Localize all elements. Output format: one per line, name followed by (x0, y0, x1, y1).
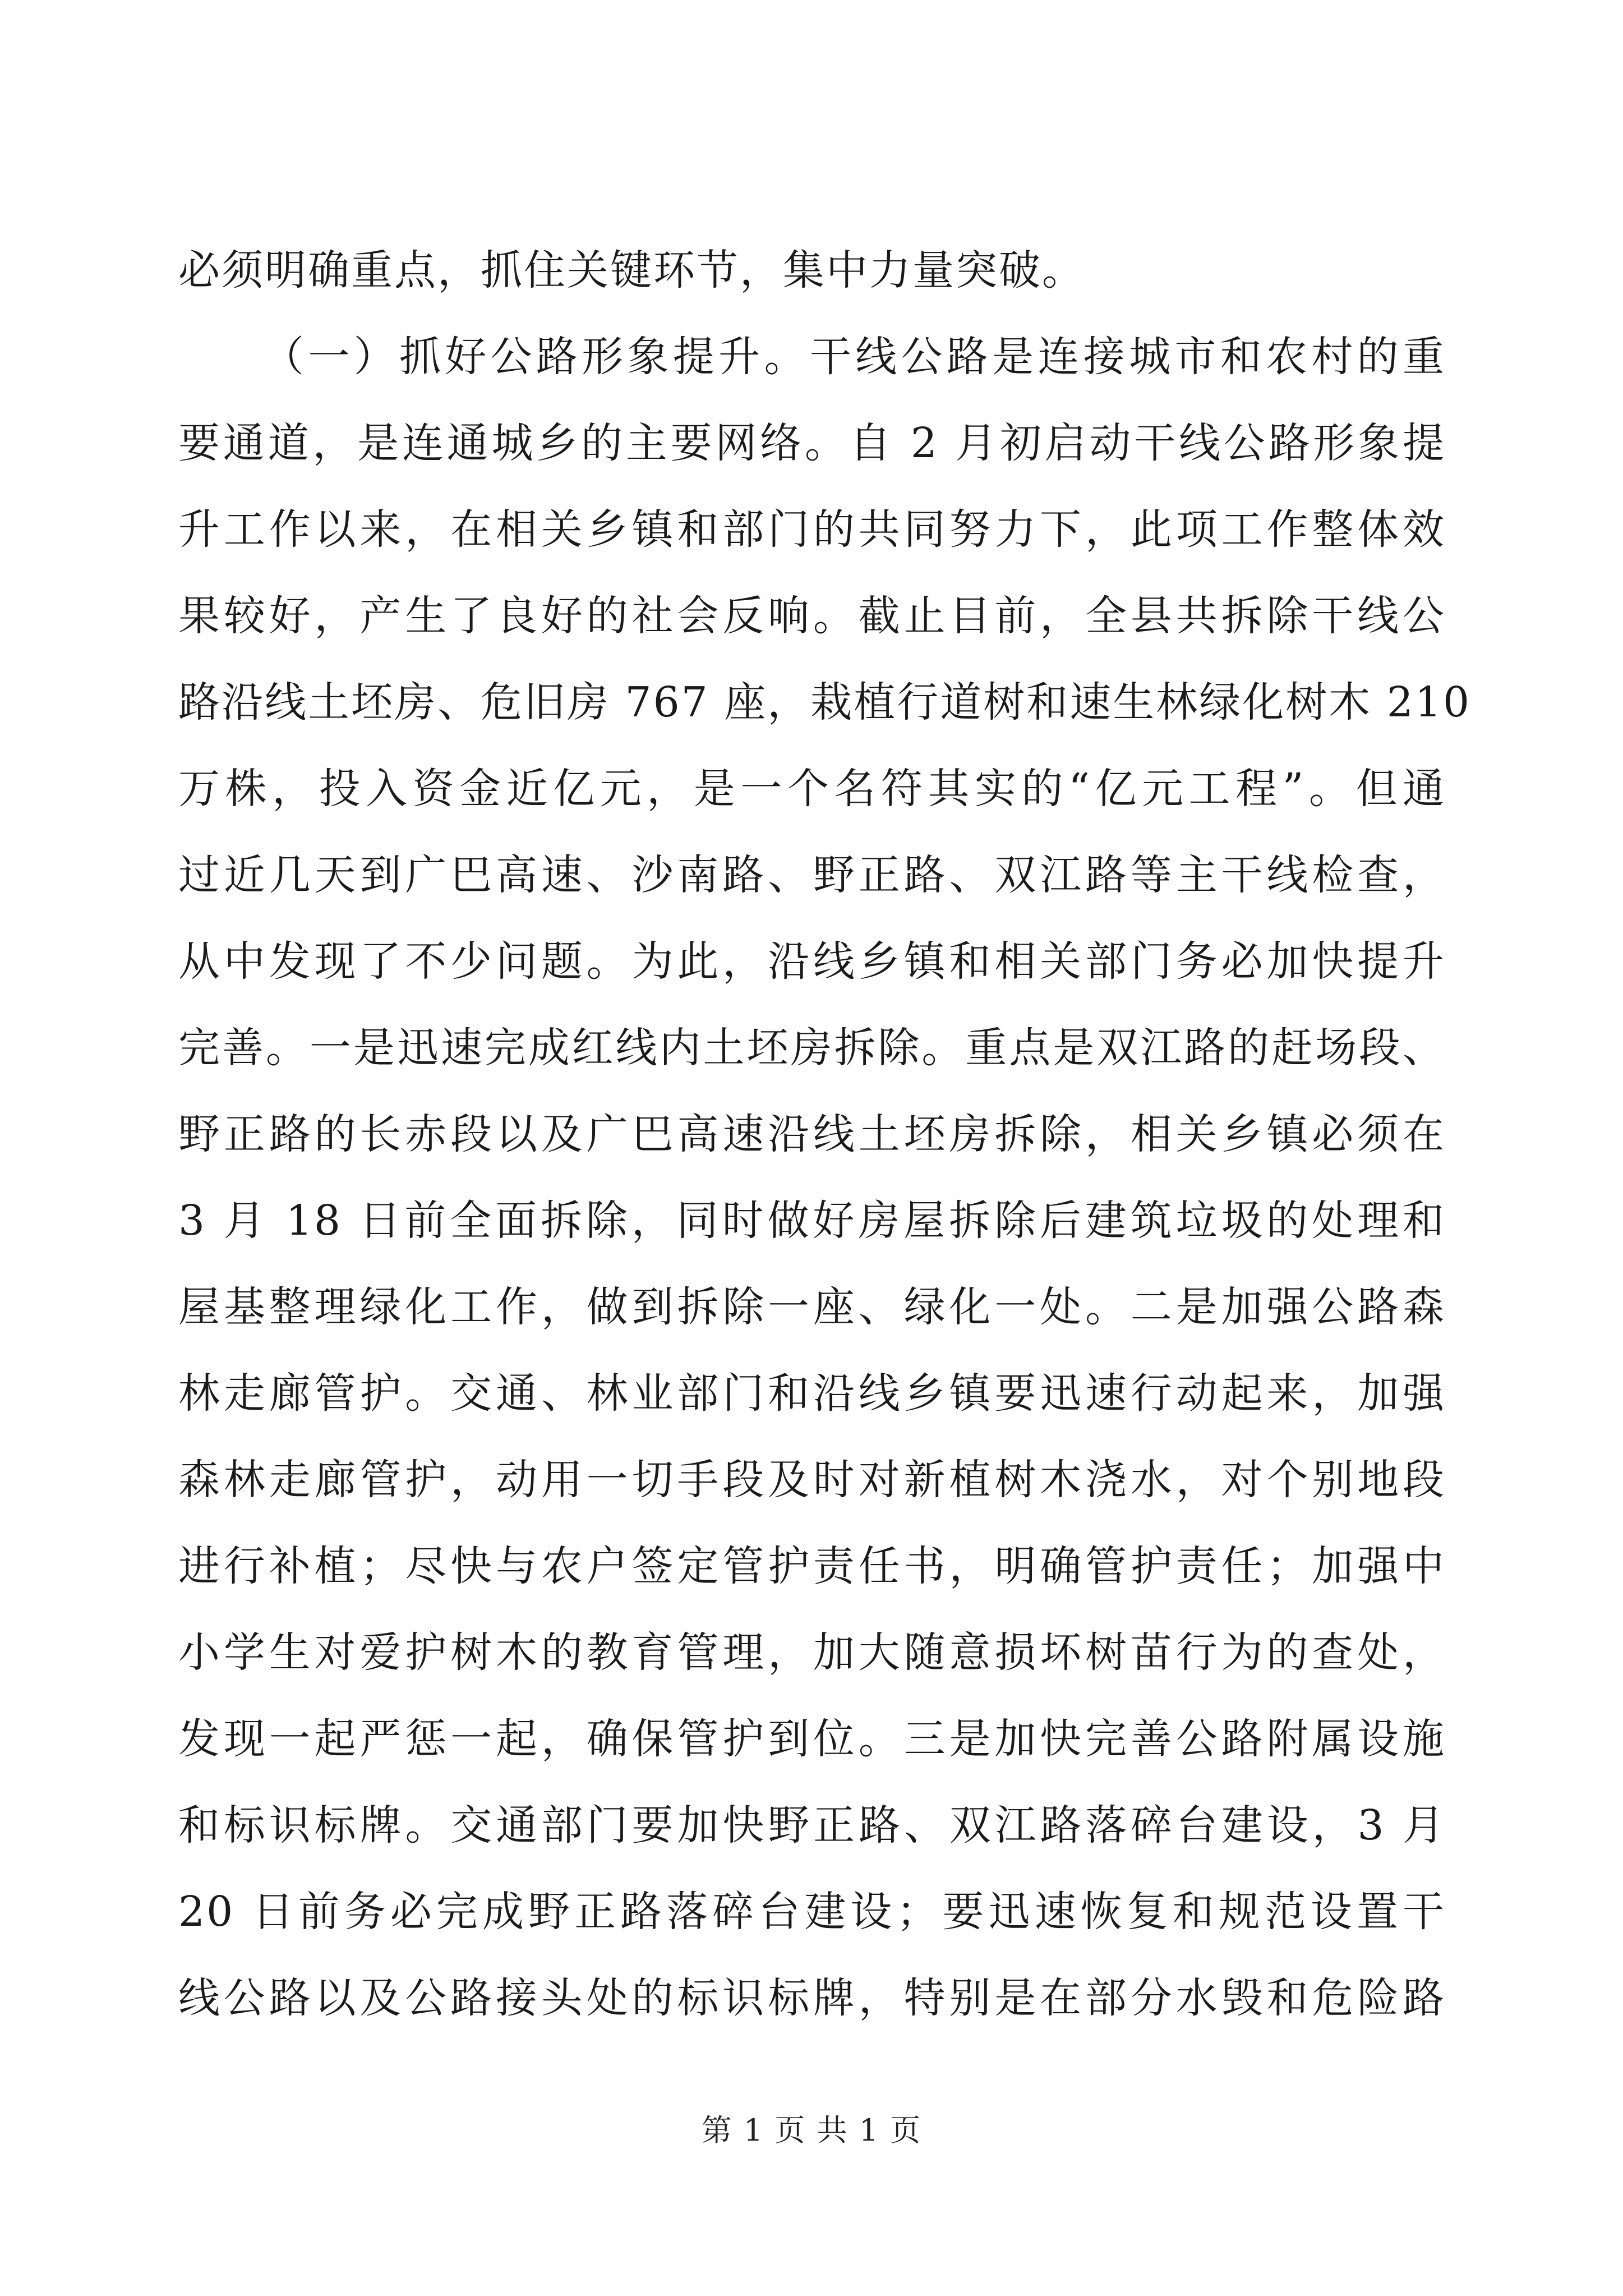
paragraph-line: 果较好，产生了良好的社会反响。截止目前，全县共拆除干线公 (178, 592, 1446, 640)
paragraph-line: 进行补植；尽快与农户签定管护责任书，明确管护责任；加强中 (178, 1542, 1446, 1590)
paragraph-line: 路沿线土坯房、危旧房 767 座，栽植行道树和速生林绿化树木 210 (178, 678, 1472, 726)
paragraph-line: 森林走廊管护，动用一切手段及时对新植树木浇水，对个别地段 (178, 1456, 1446, 1504)
paragraph-line: 必须明确重点，抓住关键环节，集中力量突破。 (178, 246, 1085, 295)
paragraph-line: 要通道，是连通城乡的主要网络。自 2 月初启动干线公路形象提 (178, 419, 1446, 467)
page-number-footer: 第 1 页 共 1 页 (701, 2113, 922, 2148)
paragraph-line: 线公路以及公路接头处的标识标牌，特别是在部分水毁和危险路 (178, 1974, 1446, 2022)
paragraph-line: 完善。一是迅速完成红线内土坯房拆除。重点是双江路的赶场段、 (178, 1024, 1446, 1072)
paragraph-line: 3 月 18 日前全面拆除，同时做好房屋拆除后建筑垃圾的处理和 (178, 1197, 1446, 1245)
paragraph-line: 从中发现了不少问题。为此，沿线乡镇和相关部门务必加快提升 (178, 937, 1446, 986)
paragraph-line: 发现一起严惩一起，确保管护到位。三是加快完善公路附属设施 (178, 1715, 1446, 1763)
paragraph-line: 20 日前务必完成野正路落碎台建设；要迅速恢复和规范设置干 (178, 1888, 1446, 1936)
paragraph-line: 屋基整理绿化工作，做到拆除一座、绿化一处。二是加强公路森 (178, 1283, 1446, 1331)
paragraph-line: （一）抓好公路形象提升。干线公路是连接城市和农村的重 (262, 333, 1446, 381)
paragraph-line: 升工作以来，在相关乡镇和部门的共同努力下，此项工作整体效 (178, 505, 1446, 554)
paragraph-line: 万株，投入资金近亿元，是一个名符其实的“亿元工程”。但通 (178, 765, 1446, 813)
paragraph-line: 过近几天到广巴高速、沙南路、野正路、双江路等主干线检查， (178, 851, 1446, 899)
paragraph-line: 野正路的长赤段以及广巴高速沿线土坯房拆除，相关乡镇必须在 (178, 1110, 1446, 1158)
paragraph-line: 小学生对爱护树木的教育管理，加大随意损坏树苗行为的查处， (178, 1628, 1446, 1677)
document-body (178, 227, 1472, 2041)
paragraph-line: 和标识标牌。交通部门要加快野正路、双江路落碎台建设，3 月 (178, 1801, 1446, 1849)
paragraph-line: 林走廊管护。交通、林业部门和沿线乡镇要迅速行动起来，加强 (178, 1369, 1446, 1418)
